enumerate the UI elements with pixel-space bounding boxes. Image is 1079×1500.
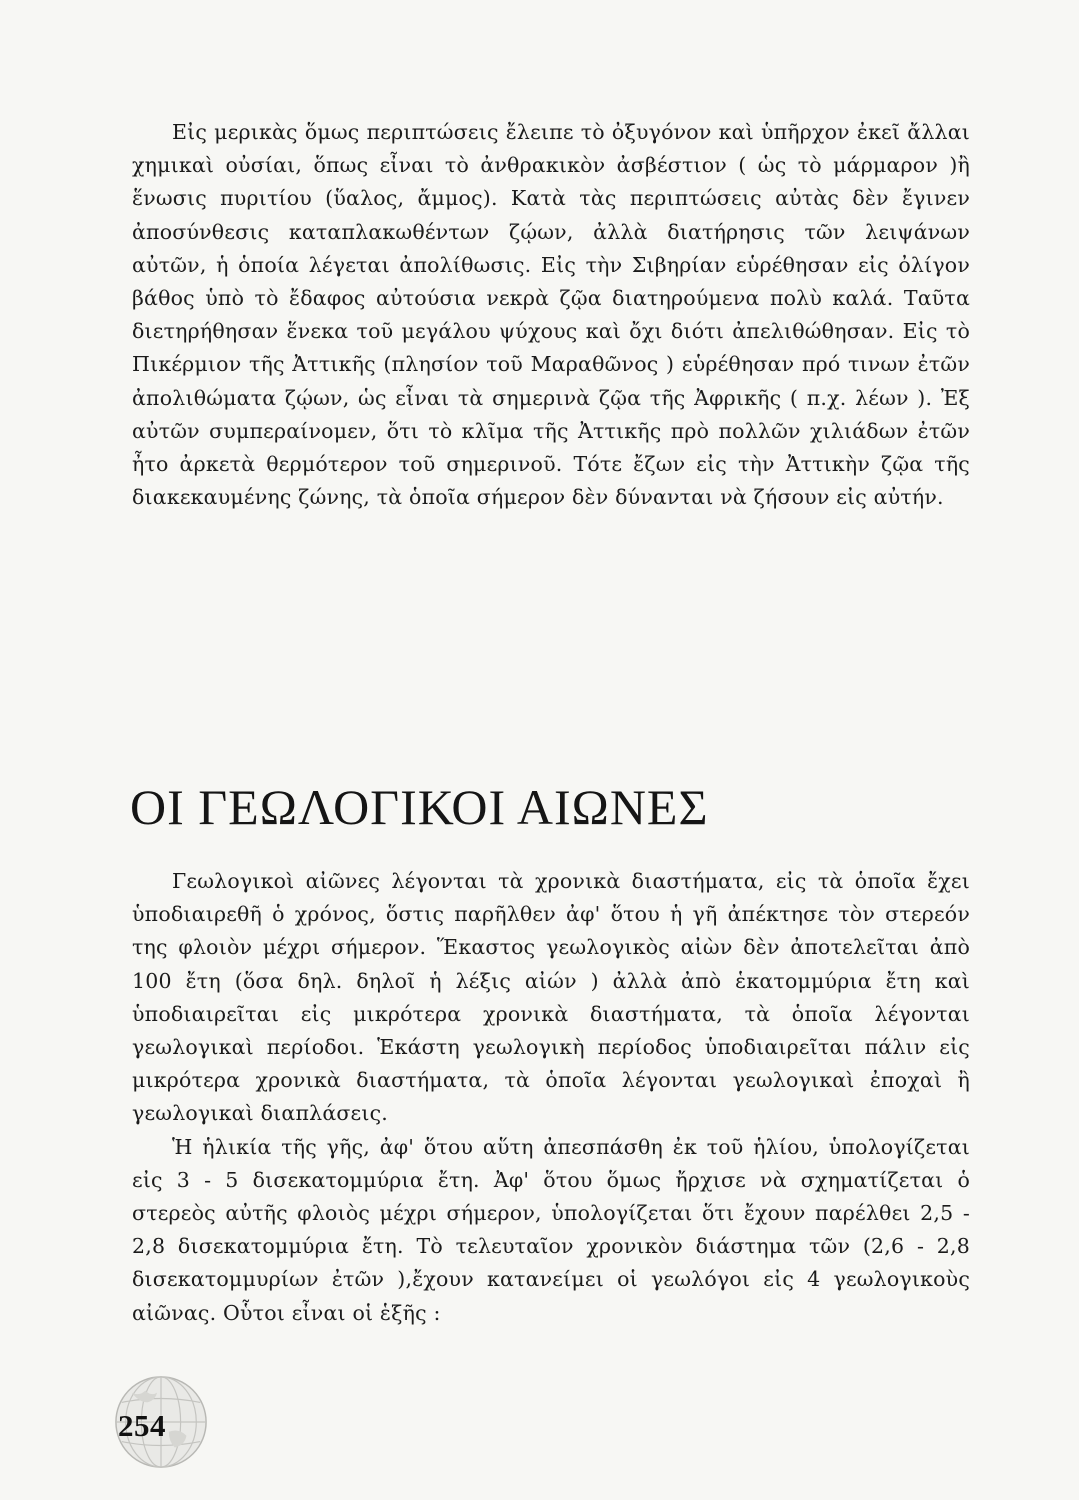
paragraph-fossilization: Εἰς μερικὰς ὅμως περιπτώσεις ἔλειπε τὸ ὀξυγόνον καὶ ὑπῆρχον ἐκεῖ ἄλλαι χημικαὶ οὐσίαι, ὅπως εἶναι τὸ ἀνθρακικὸν ἀσβέστιον ( ὡς τὸ μάρμαρον )ἢ ἕνωσις πυριτίου (ὕαλος, ἄμμος). Κατὰ τὰς περιπτώσεις αὐτὰς δὲν ἔγινεν ἀποσύνθεσις καταπλακωθέντων ζῴων, ἀλλὰ διατήρησις τῶν λειψάνων αὐτῶν, ἡ ὁποία λέγεται ἀπολίθωσις. Εἰς τὴν Σιβηρίαν εὑρέθησαν εἰς ὀλίγον βάθος ὑπὸ τὸ ἔδαφος αὐτούσια νεκρὰ ζῷα διατηρούμενα πολὺ καλά. Ταῦτα διετηρήθησαν ἕνεκα τοῦ μεγάλου ψύχους καὶ ὄχι διότι ἀπελιθώθησαν. Εἰς τὸ Πικέρμιον τῆς Ἀττικῆς (πλησίον τοῦ Μαραθῶνος ) εὑρέθησαν πρό τινων ἐτῶν ἀπολιθώματα ζῴων, ὡς εἶναι τὰ σημερινὰ ζῷα τῆς Ἀφρικῆς ( π.χ. λέων ). Ἐξ αὐτῶν συμπεραίνομεν, ὅτι τὸ κλῖμα τῆς Ἀττικῆς πρὸ πολλῶν χιλιάδων ἐτῶν ἦτο ἀρκετὰ θερμότερον τοῦ σημερινοῦ. Τότε ἔζων εἰς τὴν Ἀττικὴν ζῷα τῆς διακεκαυμένης ζώνης, τὰ ὁποῖα σήμερον δὲν δύνανται νὰ ζήσουν εἰς αὐτήν. (132, 120, 970, 510)
paragraph-earth-age: Ἡ ἡλικία τῆς γῆς, ἀφ' ὅτου αὕτη ἀπεσπάσθη ἐκ τοῦ ἡλίου, ὑπολογίζεται εἰς 3 - 5 δισεκατομμύρια ἔτη. Ἀφ' ὅτου ὅμως ἤρχισε νὰ σχηματίζεται ὁ στερεὸς αὐτῆς φλοιὸς μέχρι σήμερον, ὑπολογίζεται ὅτι ἔχουν παρέλθει 2,5 - 2,8 δισεκατομμύρια ἔτη. Τὸ τελευταῖον χρονικὸν διάστημα τῶν (2,6 - 2,8 δισεκατομμυρίων ἐτῶν ),ἔχουν κατανείμει οἱ γεωλόγοι εἰς 4 γεωλογικοὺς αἰῶνας. Οὗτοι εἶναι οἱ ἑξῆς : (132, 1134, 970, 1325)
page-number: 254 (118, 1408, 166, 1443)
text-block-bottom (132, 865, 970, 1330)
section-heading: ΟΙ ΓΕΩΛΟΓΙΚΟΙ ΑΙΩΝΕΣ (130, 779, 709, 835)
text-block-top (132, 116, 970, 514)
paragraph-geological-aeons: Γεωλογικοὶ αἰῶνες λέγονται τὰ χρονικὰ διαστήματα, εἰς τὰ ὁποῖα ἔχει ὑποδιαιρεθῆ ὁ χρόνος, ὅστις παρῆλθεν ἀφ' ὅτου ἡ γῆ ἀπέκτησε τὸν στερεόν της φλοιὸν μέχρι σήμερον. Ἕκαστος γεωλογικὸς αἰὼν δὲν ἀποτελεῖται ἀπὸ 100 ἔτη (ὅσα δηλ. δηλοῖ ἡ λέξις αἰών ) ἀλλὰ ἀπὸ ἑκατομμύρια ἔτη καὶ ὑποδιαιρεῖται εἰς μικρότερα χρονικὰ διαστήματα, τὰ ὁποῖα λέγονται γεωλογικαὶ περίοδοι. Ἑκάστη γεωλογικὴ περίοδος ὑποδιαιρεῖται πάλιν εἰς μικρότερα χρονικὰ διαστήματα, τὰ ὁποῖα λέγονται γεωλογικαὶ ἐποχαὶ ἢ γεωλογικαὶ διαπλάσεις. (132, 869, 970, 1126)
